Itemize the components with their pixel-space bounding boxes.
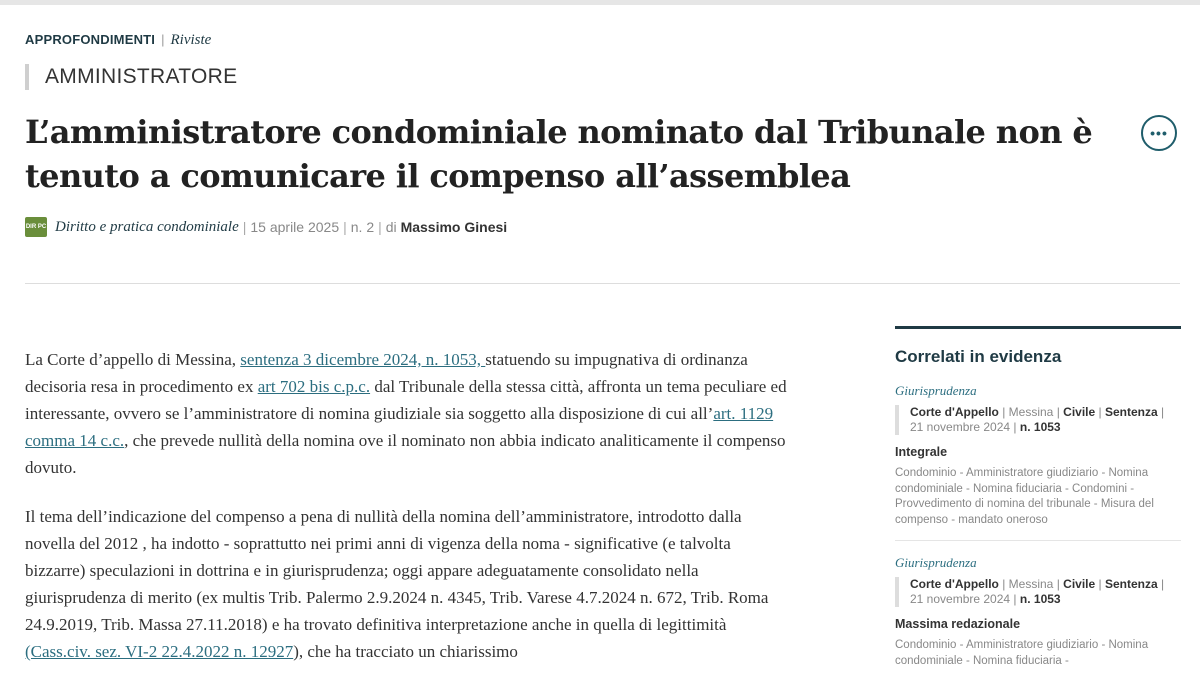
- card-divider: [895, 540, 1181, 541]
- decision-date: 21 novembre 2024: [910, 420, 1011, 434]
- court-area: Civile: [1063, 405, 1096, 419]
- breadcrumb-section[interactable]: APPROFONDIMENTI: [25, 32, 156, 47]
- decision-number: n. 1053: [1019, 420, 1061, 434]
- ref-separator: |: [1013, 592, 1017, 606]
- ref-separator: |: [1013, 420, 1017, 434]
- link-art-1129[interactable]: art. 1129 comma 14 c.c.: [25, 404, 774, 450]
- article-meta: [25, 217, 507, 237]
- ref-separator: |: [1056, 577, 1060, 591]
- related-kind: Giurisprudenza: [895, 555, 977, 570]
- text-span: dal Tribunale della stessa città, affronta un tema peculiare ed interessante, ovvero se l’amministratore di nomina giudiziale sia soggetto alla disposizione di cui all’: [25, 377, 787, 423]
- court-area: Civile: [1063, 577, 1096, 591]
- paragraph: [25, 503, 795, 665]
- breadcrumb-separator: |: [161, 32, 165, 47]
- meta-separator: |: [343, 219, 347, 235]
- related-card[interactable]: [895, 555, 1181, 669]
- article-body: [25, 346, 795, 687]
- ref-separator: |: [1056, 405, 1060, 419]
- doc-type: Sentenza: [1105, 577, 1158, 591]
- text-span: statuendo su impugnativa di ordinanza decisoria resa in procedimento ex: [25, 350, 748, 396]
- text-span: , che prevede nullità della nomina ove il nominato non abbia indicato analiticamente il compenso dovuto.: [25, 431, 786, 477]
- publish-date: 15 aprile 2025: [250, 219, 340, 235]
- decision-number: n. 1053: [1019, 592, 1061, 606]
- meta-separator: |: [242, 219, 247, 235]
- related-sidebar: [895, 326, 1181, 669]
- ref-separator: |: [1002, 405, 1006, 419]
- sidebar-rule: [895, 326, 1181, 329]
- related-kind: Giurisprudenza: [895, 383, 977, 398]
- related-card[interactable]: [895, 383, 1181, 528]
- decision-date: 21 novembre 2024: [910, 592, 1011, 606]
- ref-separator: |: [1002, 577, 1006, 591]
- text-span: ), che ha tracciato un chiarissimo: [293, 642, 518, 661]
- doc-type: Sentenza: [1105, 405, 1158, 419]
- link-cassazione[interactable]: (Cass.civ. sez. VI-2 22.4.2022 n. 12927: [25, 642, 294, 661]
- sidebar-heading: Correlati in evidenza: [895, 347, 1062, 366]
- more-options-button[interactable]: [1141, 115, 1177, 151]
- top-border: [0, 0, 1200, 5]
- divider: [25, 283, 1180, 284]
- author-prefix: di: [385, 219, 397, 235]
- ref-separator: |: [1098, 405, 1102, 419]
- link-sentenza[interactable]: sentenza 3 dicembre 2024, n. 1053,: [240, 350, 486, 369]
- article-category: AMMINISTRATORE: [25, 64, 237, 90]
- author-name[interactable]: Massimo Ginesi: [400, 219, 508, 235]
- magazine-name[interactable]: Diritto e pratica condominiale: [55, 219, 239, 235]
- ref-separator: |: [1161, 577, 1165, 591]
- issue-number: n. 2: [350, 219, 375, 235]
- court-city: Messina: [1008, 577, 1054, 591]
- related-keywords: Condominio - Amministratore giudiziario - Nomina condominiale - Nomina fiduciaria - Condomini - Provvedimento di nomina del tribunale - Misura del compenso - mandato oneroso: [895, 467, 1154, 526]
- court-name: Corte d'Appello: [910, 405, 999, 419]
- link-art-702-bis[interactable]: art 702 bis c.p.c.: [257, 377, 371, 396]
- related-type: Integrale: [895, 445, 948, 459]
- breadcrumb-subsection[interactable]: Riviste: [170, 32, 212, 48]
- text-span: Il tema dell’indicazione del compenso a pena di nullità della nomina dell’amministratore, introdotto dalla novella del 2012 , ha indotto - soprattutto nei primi anni di vigenza della noma - significative (e talvolta bizzarre) speculazioni in dottrina e in giurisprudenza; oggi appare adeguatamente consolidato nella giurisprudenza di merito (ex multis Trib. Palermo 2.9.2024 n. 4345, Trib. Varese 4.7.2024 n. 672, Trib. Roma 24.9.2019, Trib. Massa 27.11.2018) e ha trovato definitiva interpretazione anche in quella di legittimità: [25, 507, 769, 634]
- related-keywords: Condominio - Amministratore giudiziario - Nomina condominiale - Nomina fiduciaria -: [895, 639, 1149, 667]
- meta-separator: |: [378, 219, 382, 235]
- more-icon: •••: [1150, 125, 1168, 141]
- related-type: Massima redazionale: [895, 617, 1021, 631]
- court-name: Corte d'Appello: [910, 577, 999, 591]
- ref-separator: |: [1098, 577, 1102, 591]
- magazine-logo-icon: DIR PC: [25, 217, 47, 237]
- paragraph: [25, 346, 795, 481]
- related-reference: [895, 405, 1181, 435]
- court-city: Messina: [1008, 405, 1054, 419]
- article-title: L’amministratore condominiale nominato dal Tribunale non è tenuto a comunicare il compenso all’assemblea: [25, 113, 1093, 195]
- text-span: La Corte d’appello di Messina,: [25, 350, 241, 369]
- ref-separator: |: [1161, 405, 1165, 419]
- related-reference: [895, 577, 1181, 607]
- breadcrumb: [25, 31, 211, 49]
